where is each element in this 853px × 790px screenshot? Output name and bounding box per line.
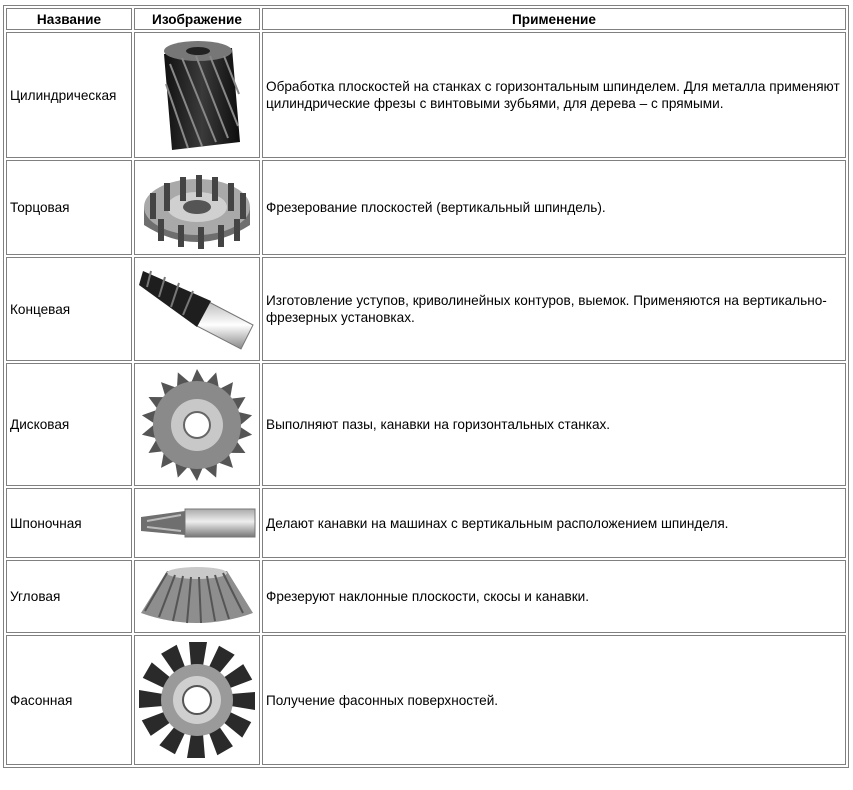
- row-usage: Фрезерование плоскостей (вертикальный шпиндель).: [262, 160, 846, 255]
- row-image: [134, 635, 260, 765]
- table-row: [6, 635, 846, 765]
- row-image: [134, 160, 260, 255]
- table-row: [6, 160, 846, 255]
- row-image: [134, 32, 260, 158]
- row-usage: Обработка плоскостей на станках с горизонтальным шпинделем. Для металла применяют цилиндрические фрезы с винтовыми зубьями, для дерева – с прямыми.: [262, 32, 846, 158]
- keyway-cutter-icon: [137, 503, 257, 543]
- row-usage: Делают канавки на машинах с вертикальным расположением шпинделя.: [262, 488, 846, 558]
- row-name: Угловая: [6, 560, 132, 633]
- table-row: [6, 32, 846, 158]
- row-name: Шпоночная: [6, 488, 132, 558]
- row-name: Концевая: [6, 257, 132, 361]
- table-row: [6, 257, 846, 361]
- row-image: [134, 488, 260, 558]
- row-image: [134, 363, 260, 486]
- form-cutter-icon: [137, 637, 257, 763]
- disc-cutter-icon: [142, 366, 252, 484]
- row-name: Фасонная: [6, 635, 132, 765]
- end-mill-icon: [137, 261, 257, 357]
- header-row: [6, 8, 846, 30]
- row-name: Цилиндрическая: [6, 32, 132, 158]
- row-name: Торцовая: [6, 160, 132, 255]
- face-cutter-icon: [138, 163, 256, 253]
- table-row: [6, 488, 846, 558]
- header-usage: Применение: [262, 8, 846, 30]
- angle-cutter-icon: [137, 563, 257, 631]
- cylindrical-cutter-icon: [142, 34, 252, 156]
- row-name: Дисковая: [6, 363, 132, 486]
- header-image: Изображение: [134, 8, 260, 30]
- row-usage: Фрезеруют наклонные плоскости, скосы и канавки.: [262, 560, 846, 633]
- row-usage: Выполняют пазы, канавки на горизонтальных станках.: [262, 363, 846, 486]
- row-usage: Получение фасонных поверхностей.: [262, 635, 846, 765]
- table-row: [6, 363, 846, 486]
- row-image: [134, 560, 260, 633]
- row-usage: Изготовление уступов, криволинейных контуров, выемок. Применяются на вертикально-фрезерных установках.: [262, 257, 846, 361]
- cutters-table: [3, 5, 849, 768]
- header-name: Название: [6, 8, 132, 30]
- row-image: [134, 257, 260, 361]
- table-row: [6, 560, 846, 633]
